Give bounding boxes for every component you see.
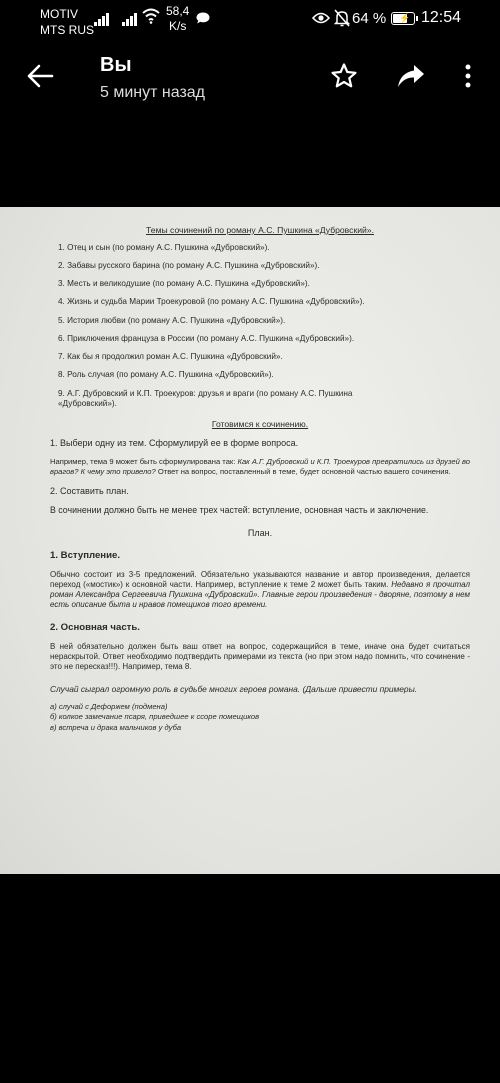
- main-paragraph: В ней обязательно должен быть ваш ответ на вопрос, содержащийся в теме, иначе она будет считаться нераскрытой. Ответ необходимо подтвердить примерами из текста (но при этом надо помнить, что сочинение - это не пересказ!!!). Например, тема 8.: [50, 641, 470, 671]
- plan-title: План.: [247, 528, 273, 539]
- message-icon: [196, 12, 210, 24]
- list-item: б) колкое замечание псаря, приведшее к ссоре помещиков: [50, 712, 260, 722]
- document-page: [50, 225, 470, 733]
- topic-item-9-line1: 9. А.Г. Дубровский и К.П. Троекуров: друзья и враги (по роману А.С. Пушкина: [58, 388, 353, 398]
- app-bar: [0, 50, 500, 110]
- topic-item: 6. Приключения француза в России (по роману А.С. Пушкина «Дубровский»).: [58, 333, 355, 343]
- main-heading: 2. Основная часть.: [50, 621, 140, 633]
- topic-item: 5. История любви (по роману А.С. Пушкина «Дубровский»).: [58, 315, 286, 325]
- signal-icon: [94, 12, 112, 26]
- topic-item: 4. Жизнь и судьба Марии Троекуровой (по роману А.С. Пушкина «Дубровский»).: [58, 297, 365, 307]
- status-bar: [0, 0, 500, 40]
- step-1: 1. Выбери одну из тем. Сформулируй ее в форме вопроса.: [50, 437, 299, 448]
- main-italic: Случай сыграл огромную роль в судьбе многих героев романа. (Дальше привести примеры.: [50, 683, 418, 694]
- battery-icon: [391, 12, 415, 25]
- eye-icon: [312, 11, 330, 25]
- speed-value: 58,4: [166, 4, 190, 18]
- topic-item-9-line2: «Дубровский»).: [58, 398, 117, 408]
- examples-list: [50, 702, 470, 733]
- example-prefix: Например, тема 9 может быть сформулирована так:: [50, 457, 238, 467]
- document-heading: Темы сочинений по роману А.С. Пушкина «Дубровский».: [146, 225, 374, 235]
- sender-name: Вы: [100, 54, 132, 76]
- example-paragraph: [50, 457, 470, 476]
- network-speed: [166, 4, 189, 34]
- attached-photo[interactable]: [0, 207, 500, 874]
- more-options-icon[interactable]: [458, 62, 478, 90]
- clock: 12:54: [421, 9, 462, 26]
- carrier-info: [40, 6, 94, 38]
- prep-heading: Готовимся к сочинению.: [211, 419, 309, 430]
- signal-icon-2: [122, 12, 140, 26]
- star-icon[interactable]: [330, 62, 358, 90]
- back-arrow-icon[interactable]: [26, 62, 54, 90]
- example-suffix: Ответ на вопрос, поставленный в теме, будет основной частью вашего сочинения.: [155, 466, 451, 476]
- list-item: а) случай с Дефоржем (подмена): [50, 702, 168, 712]
- topic-item: 8. Роль случая (по роману А.С. Пушкина «Дубровский»).: [58, 370, 274, 380]
- parts-paragraph: В сочинении должно быть не менее трех частей: вступление, основная часть и заключение.: [50, 505, 429, 516]
- share-icon[interactable]: [396, 62, 426, 90]
- bell-off-icon: [334, 9, 350, 27]
- topic-item: 2. Забавы русского барина (по роману А.С. Пушкина «Дубровский»).: [58, 260, 320, 270]
- carrier-2: MTS RUS: [40, 23, 94, 37]
- intro-example: Недавно я прочитал роман Александра Сергеевича Пушкина «Дубровский». Главные герои произведения - дворяне, поэтому в нем есть описание быта и нравов помещиков того времени.: [50, 579, 471, 609]
- speed-unit: K/s: [169, 19, 187, 33]
- intro-heading: 1. Вступление.: [50, 549, 120, 561]
- wifi-icon: [142, 8, 160, 24]
- intro-paragraph: [50, 570, 470, 610]
- topic-item: 1. Отец и сын (по роману А.С. Пушкина «Дубровский»).: [58, 242, 270, 252]
- charging-icon: ⚡: [399, 13, 411, 23]
- carrier-1: MOTIV: [40, 7, 78, 21]
- sent-time: 5 минут назад: [100, 84, 206, 101]
- topic-item: 3. Месть и великодушие (по роману А.С. Пушкина «Дубровский»).: [58, 279, 310, 289]
- topic-item: 7. Как бы я продолжил роман А.С. Пушкина «Дубровский».: [58, 352, 283, 362]
- step-2: 2. Составить план.: [50, 486, 129, 497]
- battery-percent: 64 %: [352, 10, 387, 27]
- list-item: в) встреча и драка мальчиков у дуба: [50, 722, 182, 732]
- intro-prefix: Обычно состоит из 3-5 предложений. Обязательно указываются название и автор произведения, делается переход («мостик») к основной части. Например, вступление к теме 2 может быть таким.: [50, 569, 470, 589]
- example-question: Как А.Г. Дубровский и К.П. Троекуров превратились из друзей во врагов? К чему это привело?: [50, 457, 470, 476]
